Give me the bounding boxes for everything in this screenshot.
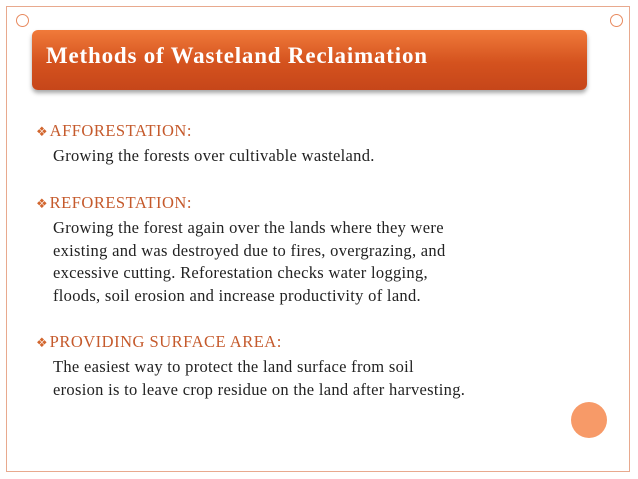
section-text-line: existing and was destroyed due to fires, overgrazing, and — [53, 240, 446, 260]
decorative-circle — [571, 402, 607, 438]
section-text-line: The easiest way to protect the land surface from soil — [53, 357, 414, 376]
section-text-line: Growing the forest again over the lands where they were — [53, 218, 444, 237]
section-text-line: floods, soil erosion and increase productivity of land. — [53, 285, 421, 305]
section-text-line: excessive cutting. Reforestation checks water logging, — [53, 263, 428, 282]
section-reforestation — [36, 193, 446, 307]
section-providing-surface-area — [36, 332, 465, 401]
corner-ring-right — [610, 14, 623, 27]
section-heading: REFORESTATION: — [49, 193, 192, 212]
title-banner — [32, 30, 587, 90]
diamond-bullet-icon: ❖ — [36, 335, 48, 350]
diamond-bullet-icon: ❖ — [36, 124, 48, 139]
corner-ring-left — [16, 14, 29, 27]
section-text-line: erosion is to leave crop residue on the land after harvesting. — [53, 379, 466, 399]
section-text-line: Growing the forests over cultivable wasteland. — [53, 146, 375, 165]
diamond-bullet-icon: ❖ — [36, 196, 48, 211]
section-afforestation — [36, 121, 375, 168]
slide-title: Methods of Wasteland Reclaimation — [46, 43, 428, 68]
section-heading: AFFORESTATION: — [49, 121, 192, 140]
section-heading: PROVIDING SURFACE AREA: — [49, 332, 282, 351]
